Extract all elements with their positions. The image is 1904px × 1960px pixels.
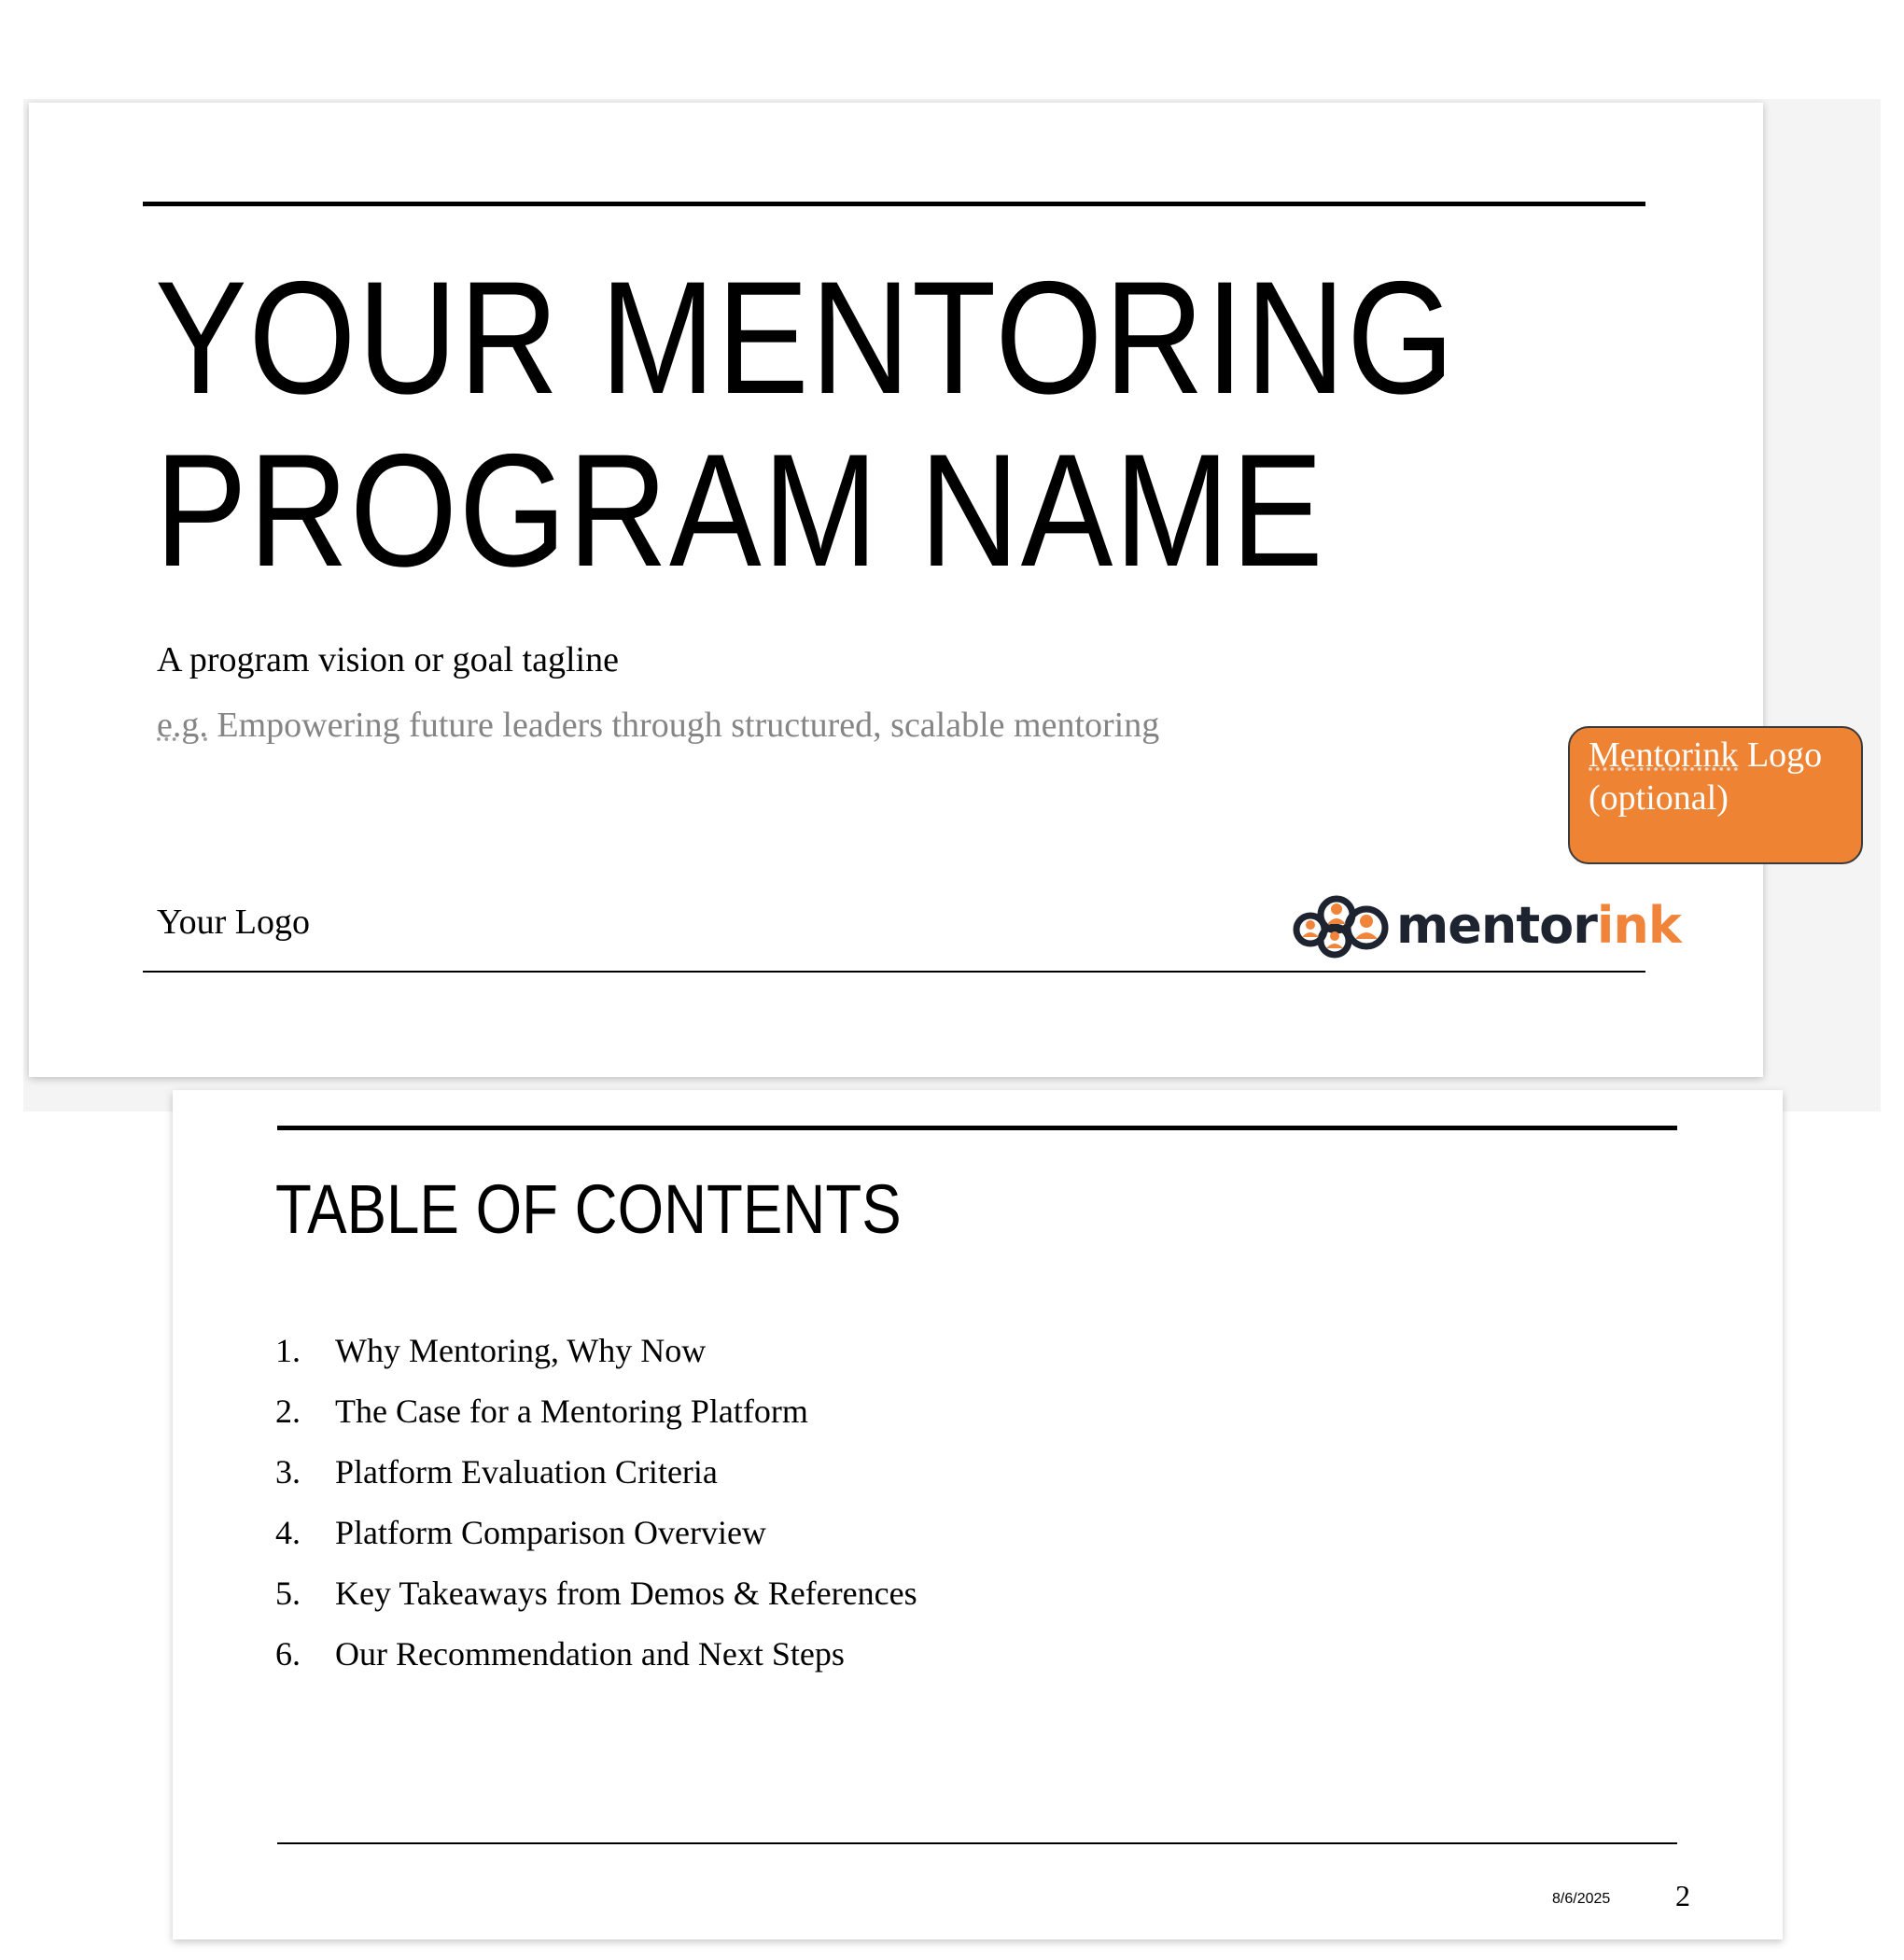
example-text: Empowering future leaders through structured, scalable mentoring <box>207 706 1160 745</box>
mentorink-logo[interactable] <box>1292 889 1681 963</box>
logo-callout[interactable] <box>1568 726 1863 864</box>
toc-item[interactable] <box>275 1634 917 1695</box>
page-number: 2 <box>1675 1879 1690 1912</box>
toc-item[interactable] <box>275 1392 917 1452</box>
mentorink-wordmark <box>1396 896 1681 955</box>
toc-title[interactable]: TABLE OF CONTENTS <box>275 1170 902 1248</box>
toc-item[interactable] <box>275 1452 917 1513</box>
toc-item-number: 1. <box>275 1332 301 1369</box>
toc-item-label: Platform Evaluation Criteria <box>335 1453 718 1491</box>
toc-list[interactable] <box>275 1331 917 1695</box>
top-rule <box>143 202 1645 206</box>
program-title-line-1: YOUR MENTORING <box>155 248 1456 427</box>
toc-top-rule <box>277 1126 1677 1130</box>
toc-item-label: Key Takeaways from Demos & References <box>335 1575 917 1612</box>
bottom-rule <box>143 971 1645 973</box>
toc-item-number: 4. <box>275 1514 301 1551</box>
tagline-example[interactable] <box>157 705 1159 746</box>
wordmark-ink: ink <box>1596 896 1681 955</box>
program-title-line-2: PROGRAM NAME <box>155 421 1325 600</box>
title-slide[interactable] <box>29 103 1763 1077</box>
toc-item-number: 5. <box>275 1575 301 1612</box>
toc-item[interactable] <box>275 1513 917 1574</box>
toc-bottom-rule <box>277 1842 1677 1844</box>
program-title[interactable] <box>155 248 1456 600</box>
table-of-contents-slide[interactable] <box>173 1090 1783 1939</box>
example-abbreviation: e.g. <box>157 706 208 745</box>
toc-item-label: The Case for a Mentoring Platform <box>335 1393 808 1430</box>
toc-item-number: 2. <box>275 1393 301 1430</box>
tagline[interactable]: A program vision or goal tagline <box>157 640 619 679</box>
people-cloud-icon <box>1292 892 1393 959</box>
toc-item[interactable] <box>275 1331 917 1392</box>
footer-date: 8/6/2025 <box>1552 1891 1611 1907</box>
wordmark-mentor: mentor <box>1396 896 1597 955</box>
toc-item-number: 3. <box>275 1453 301 1491</box>
toc-item-number: 6. <box>275 1635 301 1673</box>
toc-item-label: Why Mentoring, Why Now <box>335 1332 707 1369</box>
toc-item[interactable] <box>275 1574 917 1634</box>
toc-item-label: Our Recommendation and Next Steps <box>335 1635 845 1673</box>
callout-word-logo: Logo <box>1738 735 1823 775</box>
callout-word-mentorink: Mentorink <box>1589 735 1739 775</box>
callout-line-2: (optional) <box>1589 778 1729 818</box>
toc-item-label: Platform Comparison Overview <box>335 1514 766 1551</box>
your-logo-placeholder[interactable]: Your Logo <box>157 903 311 942</box>
